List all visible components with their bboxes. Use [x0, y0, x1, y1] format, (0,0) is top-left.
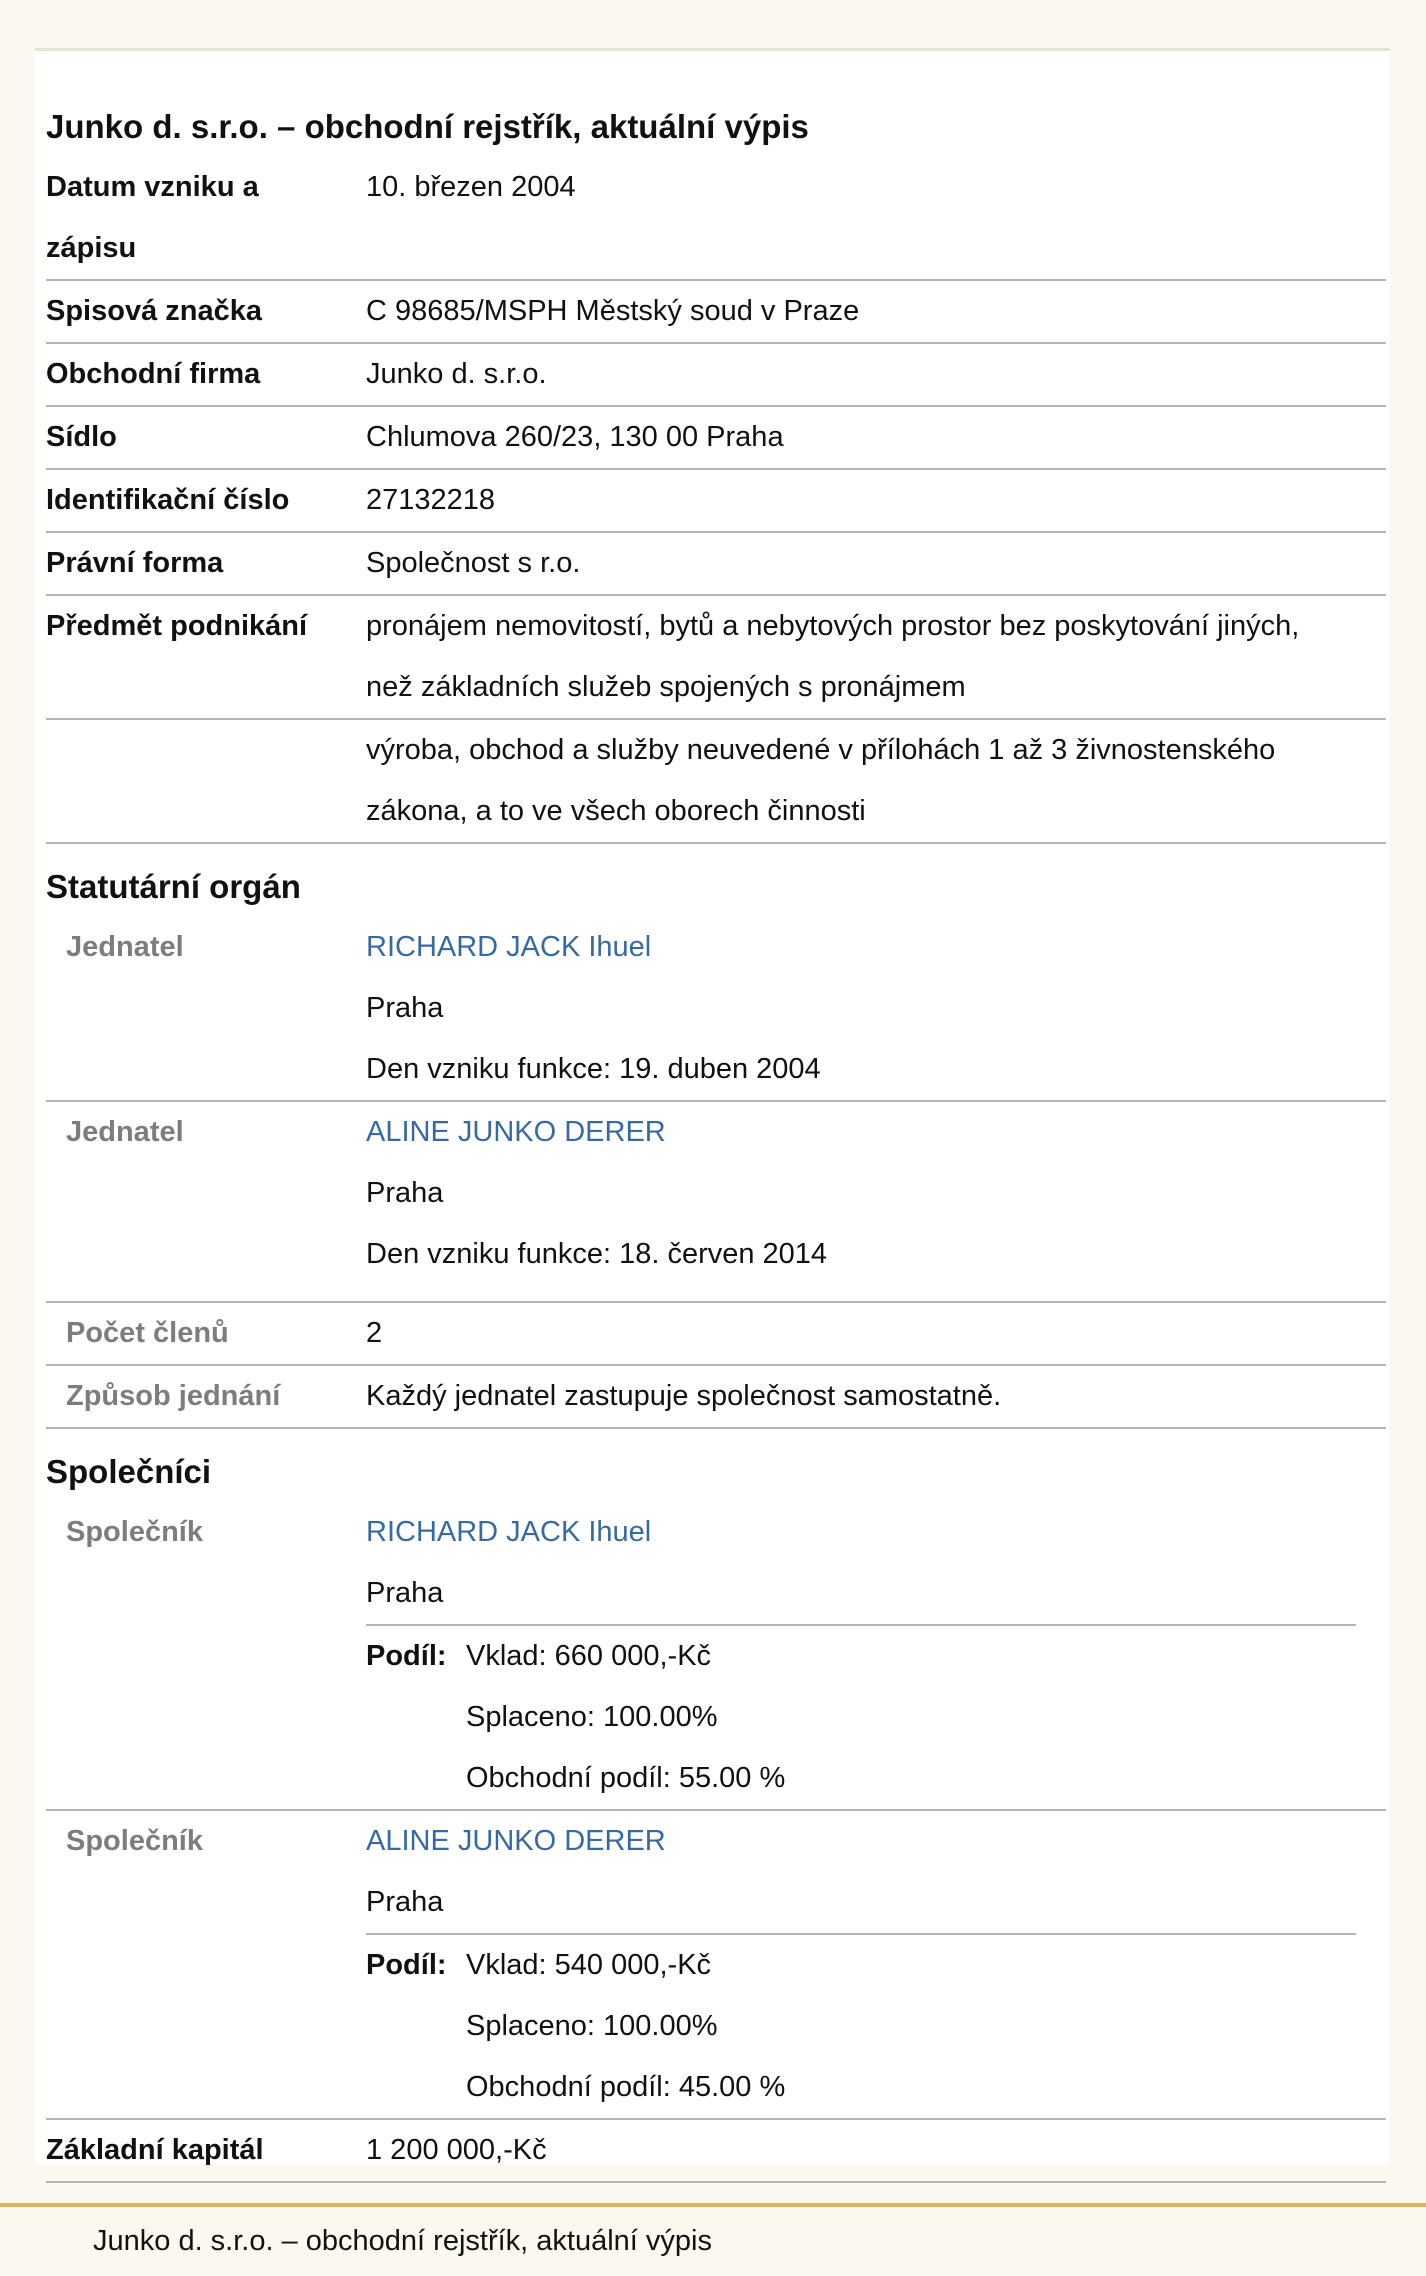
business-item-2-line-1: výroba, obchod a služby neuvedené v přílohách 1 až 3 živnostenského	[366, 734, 1276, 766]
statutory-heading: Statutární orgán	[46, 868, 301, 905]
statutory-member-1	[46, 917, 1386, 1102]
row-company-id	[46, 470, 1386, 533]
statutory-member-1-name-link[interactable]: RICHARD JACK Ihuel	[366, 931, 652, 963]
partner-2-share: Obchodní podíl: 45.00 %	[466, 2071, 786, 2103]
partner-2-deposit: Vklad: 540 000,-Kč	[466, 1949, 712, 1981]
capital-label: Základní kapitál	[46, 2134, 264, 2166]
statutory-member-1-role: Jednatel	[66, 931, 184, 963]
partner-2-paid: Splaceno: 100.00%	[466, 2010, 718, 2042]
partner-1-name-link[interactable]: RICHARD JACK Ihuel	[366, 1516, 652, 1548]
partner-1-share: Obchodní podíl: 55.00 %	[466, 1762, 786, 1794]
partner-1-role: Společník	[66, 1516, 203, 1548]
address-value: Chlumova 260/23, 130 00 Praha	[366, 421, 784, 453]
file-number-label: Spisová značka	[46, 295, 262, 327]
partner-1-paid: Splaceno: 100.00%	[466, 1701, 718, 1733]
company-name-label: Obchodní firma	[46, 358, 261, 390]
row-business-2	[46, 720, 1386, 844]
registration-date-label	[46, 157, 366, 279]
business-item-1	[366, 596, 1386, 718]
page-footer	[0, 2203, 1426, 2276]
extract-panel	[35, 48, 1390, 2164]
row-business-1	[46, 596, 1386, 720]
row-file-number	[46, 281, 1386, 344]
partner-1-share-values	[466, 1626, 785, 1809]
registration-date-value: 10. březen 2004	[366, 171, 576, 203]
business-label-empty	[46, 720, 366, 842]
row-member-count	[46, 1303, 1386, 1366]
business-item-2	[366, 720, 1386, 842]
footer-text: Junko d. s.r.o. – obchodní rejstřík, aktuální výpis	[93, 2225, 712, 2257]
row-legal-form	[46, 533, 1386, 596]
partner-1-details	[366, 1502, 1386, 1809]
statutory-member-2	[46, 1102, 1386, 1303]
extract-content	[46, 96, 1386, 2183]
business-label: Předmět podnikání	[46, 610, 308, 642]
partner-1	[46, 1502, 1386, 1811]
row-company-name	[46, 344, 1386, 407]
partner-2-share-label: Podíl:	[366, 1949, 447, 1981]
page-title: Junko d. s.r.o. – obchodní rejstřík, aktuální výpis	[46, 108, 809, 145]
company-id-label: Identifikační číslo	[46, 484, 290, 516]
partner-2-role: Společník	[66, 1825, 203, 1857]
partner-1-share-label: Podíl:	[366, 1640, 447, 1672]
partner-2-share-values	[466, 1935, 785, 2118]
partners-heading: Společníci	[46, 1453, 212, 1490]
row-acting-method	[46, 1366, 1386, 1429]
file-number-value: C 98685/MSPH Městský soud v Praze	[366, 295, 860, 327]
statutory-member-2-since: Den vzniku funkce: 18. červen 2014	[366, 1238, 828, 1270]
member-count-value: 2	[366, 1317, 383, 1349]
partner-1-share-block	[366, 1624, 1356, 1809]
partner-2-name-link[interactable]: ALINE JUNKO DERER	[366, 1825, 666, 1857]
capital-value: 1 200 000,-Kč	[366, 2134, 547, 2166]
partner-1-city: Praha	[366, 1577, 444, 1609]
row-address	[46, 407, 1386, 470]
statutory-member-2-details	[366, 1102, 1386, 1285]
company-id-value: 27132218	[366, 484, 496, 516]
legal-form-label: Právní forma	[46, 547, 224, 579]
statutory-member-2-city: Praha	[366, 1177, 444, 1209]
statutory-member-2-name-link[interactable]: ALINE JUNKO DERER	[366, 1116, 666, 1148]
row-capital	[46, 2120, 1386, 2183]
business-item-1-line-1: pronájem nemovitostí, bytů a nebytových prostor bez poskytování jiných,	[366, 610, 1300, 642]
acting-method-label: Způsob jednání	[66, 1380, 281, 1412]
statutory-member-1-since: Den vzniku funkce: 19. duben 2004	[366, 1053, 821, 1085]
partner-2-share-block	[366, 1933, 1356, 2118]
statutory-member-1-city: Praha	[366, 992, 444, 1024]
address-label: Sídlo	[46, 421, 117, 453]
business-item-1-line-2: než základních služeb spojených s pronájmem	[366, 671, 966, 703]
statutory-member-1-details	[366, 917, 1386, 1100]
registration-date-label-text: Datum vzniku a zápisu	[46, 171, 259, 264]
legal-form-value: Společnost s r.o.	[366, 547, 581, 579]
company-name-value: Junko d. s.r.o.	[366, 358, 547, 390]
member-count-label: Počet členů	[66, 1317, 229, 1349]
partner-2	[46, 1811, 1386, 2120]
partner-2-city: Praha	[366, 1886, 444, 1918]
partner-2-details	[366, 1811, 1386, 2118]
partner-1-deposit: Vklad: 660 000,-Kč	[466, 1640, 712, 1672]
business-item-2-line-2: zákona, a to ve všech oborech činnosti	[366, 795, 866, 827]
statutory-member-2-role: Jednatel	[66, 1116, 184, 1148]
row-registration-date	[46, 157, 1386, 281]
acting-method-value: Každý jednatel zastupuje společnost samostatně.	[366, 1380, 1002, 1412]
